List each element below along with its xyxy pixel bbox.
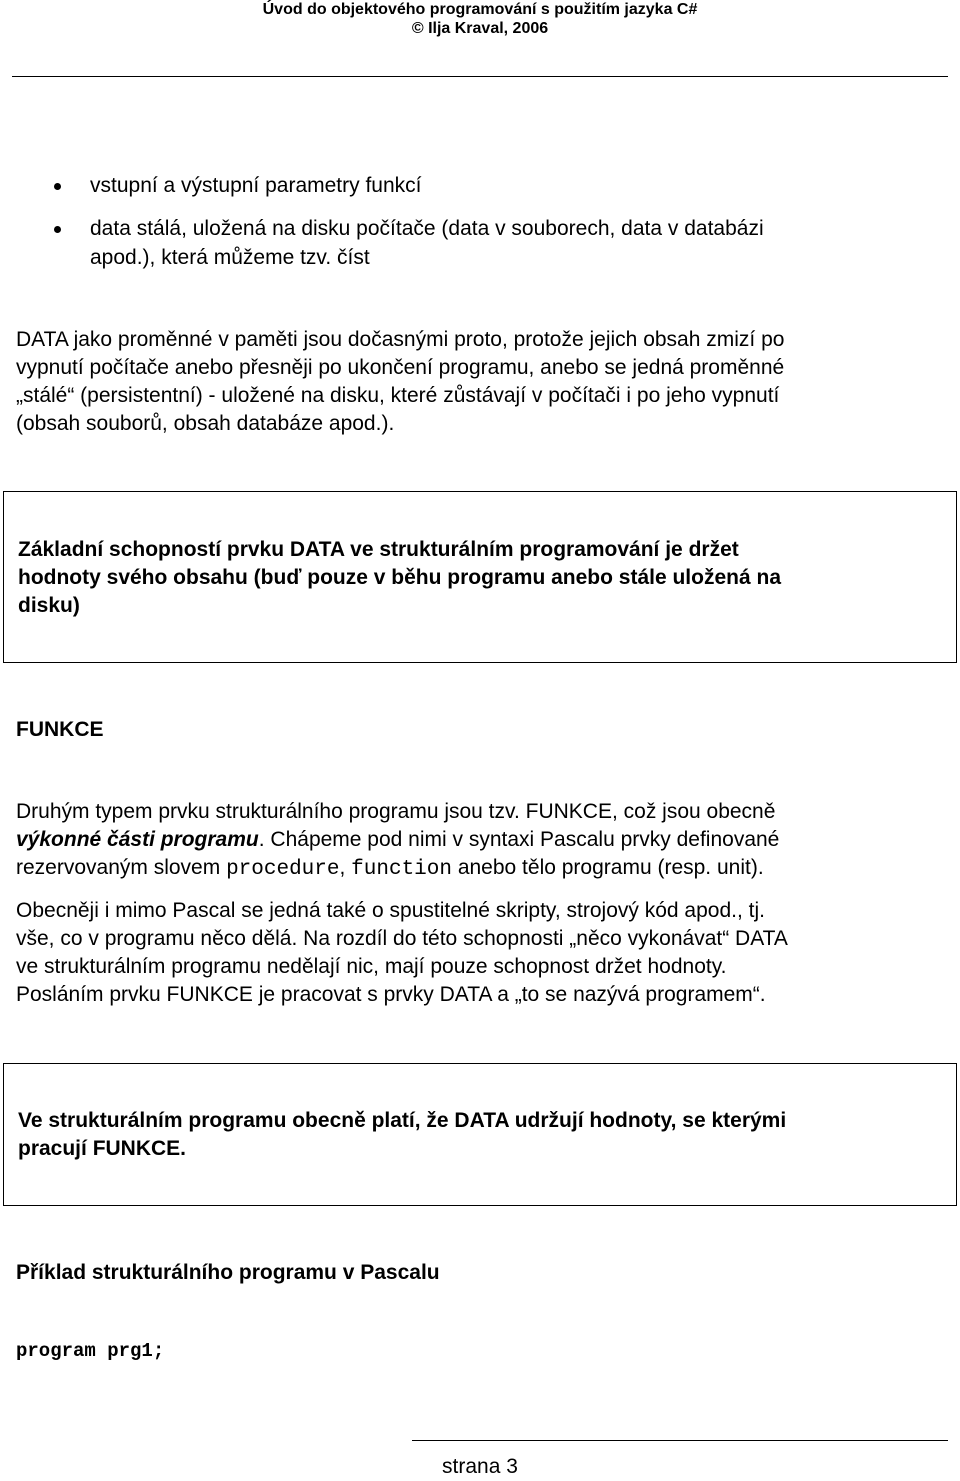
paragraph-line bbox=[16, 854, 946, 884]
paragraph-line bbox=[16, 826, 946, 854]
code-keyword: procedure bbox=[226, 858, 340, 881]
bullet-icon bbox=[54, 226, 61, 233]
text-run: rezervovaným slovem bbox=[16, 856, 227, 879]
text-run: anebo tělo programu (resp. unit). bbox=[451, 856, 764, 879]
list-item-text-line1: data stálá, uložená na disku počítače (data v souborech, data v databázi bbox=[90, 217, 764, 240]
footer-rule bbox=[412, 1440, 948, 1441]
list-item-text: vstupní a výstupní parametry funkcí bbox=[90, 174, 422, 197]
example-heading: Příklad strukturálního programu v Pascalu bbox=[16, 1261, 440, 1284]
text-run: , bbox=[339, 856, 352, 879]
paragraph-line: Posláním prvku FUNKCE je pracovat s prvky DATA a „to se nazývá programem“. bbox=[16, 983, 766, 1006]
page-number: strana 3 bbox=[442, 1455, 518, 1478]
section-heading-funkce: FUNKCE bbox=[16, 718, 104, 741]
paragraph-line: „stálé“ (persistentní) - uložené na disku, které zůstávají v počítači i po jeho vypnutí bbox=[16, 384, 780, 407]
box-line: hodnoty svého obsahu (buď pouze v běhu programu anebo stále uložená na bbox=[18, 566, 781, 589]
definition-box-functions bbox=[3, 1063, 957, 1206]
box-line: Základní schopností prvku DATA ve strukturálním programování je držet bbox=[18, 538, 739, 561]
box-line: disku) bbox=[18, 594, 80, 617]
copyright-line: © Ilja Kraval, 2006 bbox=[411, 20, 549, 37]
paragraph-line: DATA jako proměnné v paměti jsou dočasnými proto, protože jejich obsah zmizí po bbox=[16, 328, 785, 351]
text-run: . Chápeme pod nimi v syntaxi Pascalu prvky definované bbox=[258, 828, 780, 851]
paragraph-line: vypnutí počítače anebo přesněji po ukončení programu, anebo se jedná proměnné bbox=[16, 356, 785, 379]
definition-box-data bbox=[3, 491, 957, 663]
emphasis-text: výkonné části programu bbox=[16, 828, 259, 851]
box-line: Ve strukturálním programu obecně platí, že DATA udržují hodnoty, se kterými bbox=[18, 1109, 787, 1132]
paragraph-line: Druhým typem prvku strukturálního programu jsou tzv. FUNKCE, což jsou obecně bbox=[16, 800, 776, 823]
code-line: program prg1; bbox=[16, 1340, 165, 1362]
bullet-icon bbox=[54, 183, 61, 190]
paragraph-line: (obsah souborů, obsah databáze apod.). bbox=[16, 412, 395, 435]
box-line: pracují FUNKCE. bbox=[18, 1137, 187, 1160]
code-keyword: function bbox=[351, 858, 452, 881]
header-rule bbox=[12, 76, 948, 77]
paragraph-line: ve strukturálním programu nedělají nic, mají pouze schopnost držet hodnoty. bbox=[16, 955, 727, 978]
paragraph-line: Obecněji i mimo Pascal se jedná také o spustitelné skripty, strojový kód apod., tj. bbox=[16, 899, 765, 922]
paragraph-line: vše, co v programu něco dělá. Na rozdíl do této schopnosti „něco vykonávat“ DATA bbox=[16, 927, 788, 950]
list-item-text-line2: apod.), která můžeme tzv. číst bbox=[90, 246, 370, 269]
document-title: Úvod do objektového programování s použitím jazyka C# bbox=[262, 1, 698, 18]
